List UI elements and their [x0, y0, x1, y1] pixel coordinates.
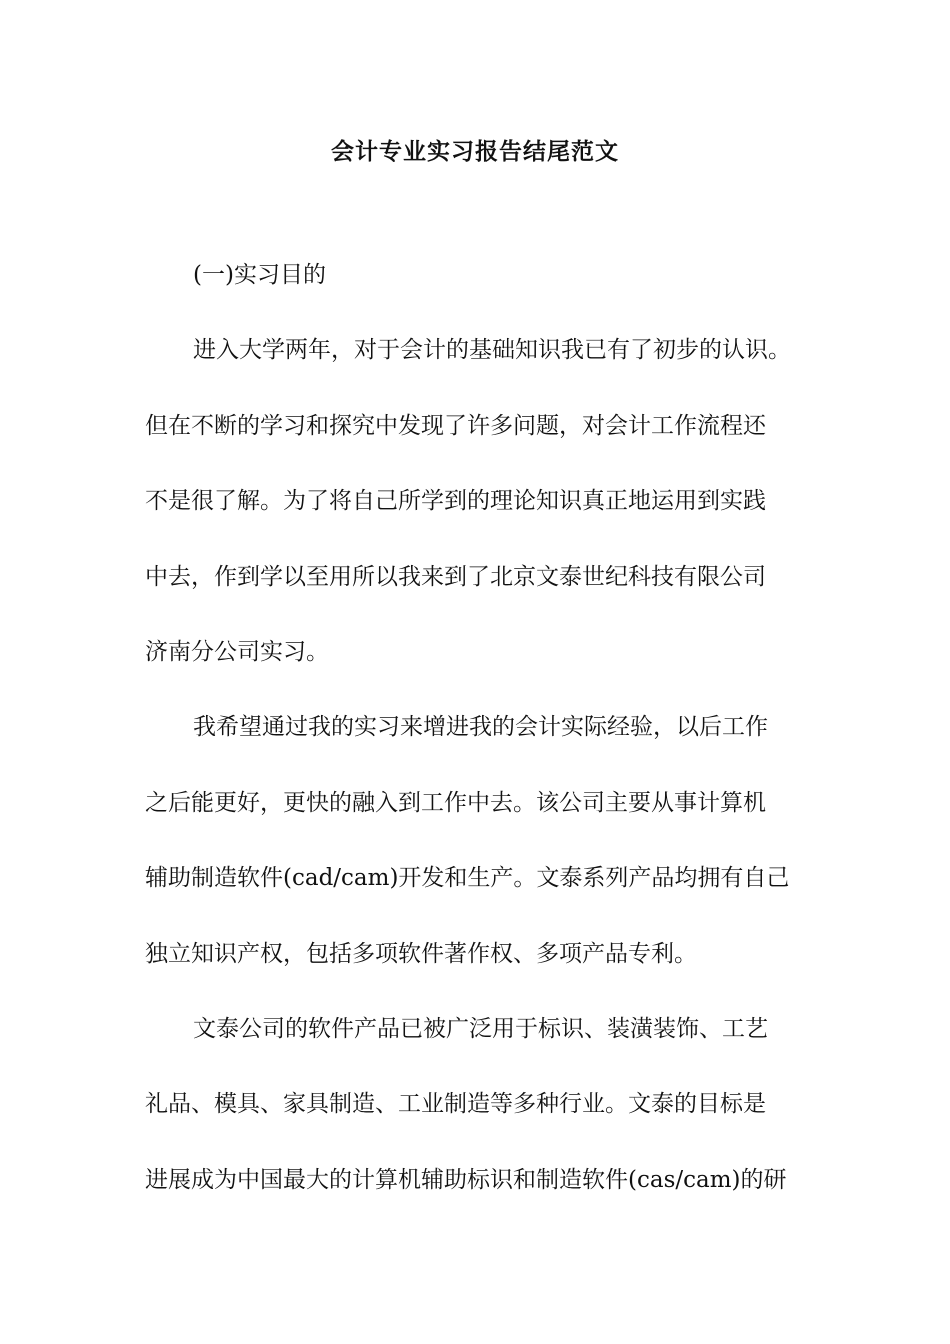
paragraph-line: 进展成为中国最大的计算机辅助标识和制造软件(cas/cam)的研	[145, 1166, 787, 1193]
paragraph-line: 文泰公司的软件产品已被广泛用于标识、装潢装饰、工艺	[193, 1015, 768, 1042]
paragraph-line: 礼品、模具、家具制造、工业制造等多种行业。文泰的目标是	[145, 1091, 766, 1118]
document-title: 会计专业实习报告结尾范文	[331, 138, 619, 165]
paragraph-line: 济南分公司实习。	[145, 638, 329, 665]
paragraph-line: 不是很了解。为了将自己所学到的理论知识真正地运用到实践	[145, 488, 766, 515]
paragraph-line: 进入大学两年，对于会计的基础知识我已有了初步的认识。	[193, 337, 791, 364]
paragraph-line: 独立知识产权，包括多项软件著作权、多项产品专利。	[145, 940, 697, 967]
paragraph-line: 之后能更好，更快的融入到工作中去。该公司主要从事计算机	[145, 789, 766, 816]
paragraph-line: 中去，作到学以至用所以我来到了北京文泰世纪科技有限公司	[145, 563, 766, 590]
section-heading: (一)实习目的	[193, 262, 326, 288]
document-body	[145, 257, 813, 1237]
paragraph-line: 辅助制造软件(cad/cam)开发和生产。文泰系列产品均拥有自己	[145, 865, 790, 892]
paragraph-line: 但在不断的学习和探究中发现了许多问题，对会计工作流程还	[145, 412, 766, 439]
paragraph-line: 我希望通过我的实习来增进我的会计实际经验，以后工作	[193, 714, 768, 741]
